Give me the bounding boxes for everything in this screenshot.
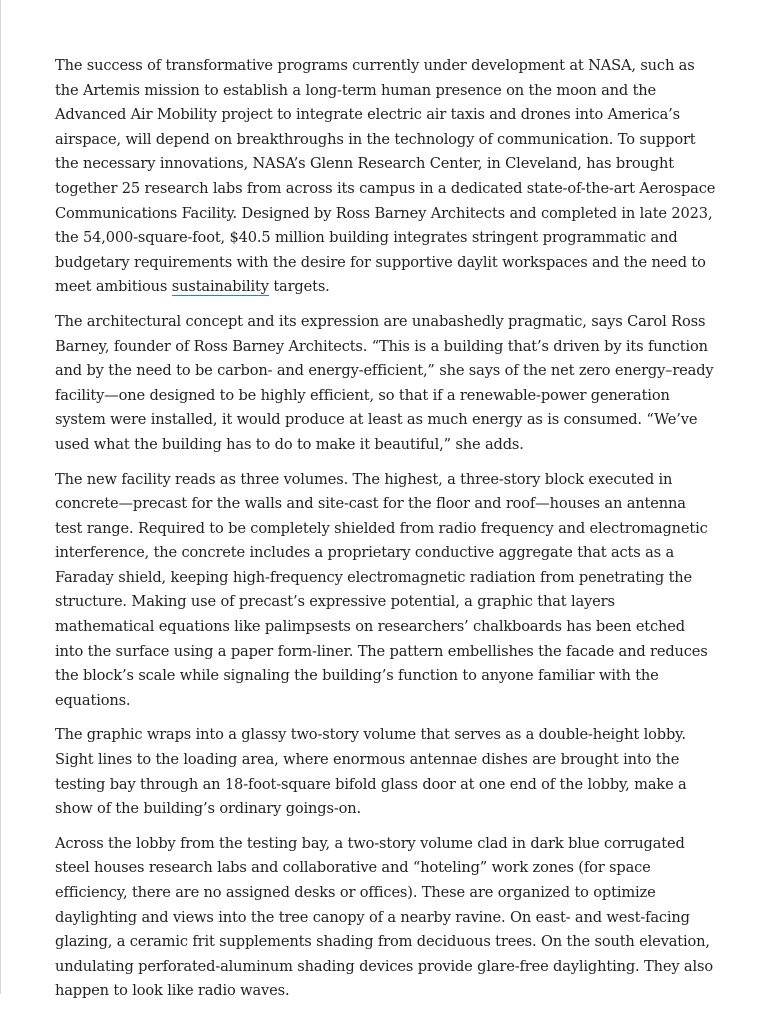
paragraph-labs: Across the lobby from the testing bay, a two-story volume clad in dark blue corrugated steel houses research labs and collaborative and “hoteling” work zones (for space efficiency, there are no assigned desks or offices). These are organized to optimize daylighting and views into the tree canopy of a nearby ravine. On east- and west-facing glazing, a ceramic frit supplements shading from deciduous trees. On the south elevation, undulating perforated-aluminum shading devices provide glare-free daylighting. They also happen to look like radio waves. xyxy=(55,834,713,1000)
sustainability-link[interactable]: sustainability xyxy=(171,278,269,296)
paragraph-intro-end: targets. xyxy=(268,278,330,296)
paragraph-volumes: The new facility reads as three volumes. The highest, a three-story block executed in concrete—precast for the walls and site-cast for the floor and roof—houses an antenna test range. Required to be completely shielded from radio frequency and electromagnetic interference, the concrete includes a proprietary conductive aggregate that acts as a Faraday shield, keeping high-frequency electromagnetic radiation from penetrating the structure. Making use of precast’s expressive potential, a graphic that layers mathematical equations like palimpsests on researchers’ chalkboards has been etched into the surface using a paper form-liner. The pattern embellishes the facade and reduces the block’s scale while signaling the building’s function to anyone familiar with the equations. xyxy=(55,470,708,709)
paragraph-intro-text: The success of transformative programs currently under development at NASA, such as the Artemis mission to establish a long-term human presence on the moon and the Advanced Air Mobility project to integrate electric air taxis and drones into America’s airspace, will depend on breakthroughs in the technology of communication. To support the necessary innovations, NASA’s Glenn Research Center, in Cleveland, has brought together 25 research labs from across its campus in a dedicated state-of-the-art Aerospace Communications Facility. Designed by Ross Barney Architects and completed in late 2023, the 54,000-square-foot, $40.5 million building integrates stringent programmatic and budgetary requirements with the desire for supportive daylit workspaces and the need to meet ambitious xyxy=(55,57,716,296)
article-body xyxy=(55,54,717,1014)
paragraph-concept: The architectural concept and its expression are unabashedly pragmatic, says Carol Ross Barney, founder of Ross Barney Architects. “This is a building that’s driven by its function and by the need to be carbon- and energy-efficient,” she says of the net zero energy–ready facility—one designed to be highly efficient, so that if a renewable-power generation system were installed, it would produce at least as much energy as is consumed. “We’ve used what the building has to do to make it beautiful,” she adds. xyxy=(55,312,714,453)
paragraph-lobby: The graphic wraps into a glassy two-story volume that serves as a double-height lobby. Sight lines to the loading area, where enormous antennae dishes are brought into the testing bay through an 18-foot-square bifold glass door at one end of the lobby, make a show of the building’s ordinary goings-on. xyxy=(55,726,687,818)
paragraph-intro xyxy=(55,54,717,300)
